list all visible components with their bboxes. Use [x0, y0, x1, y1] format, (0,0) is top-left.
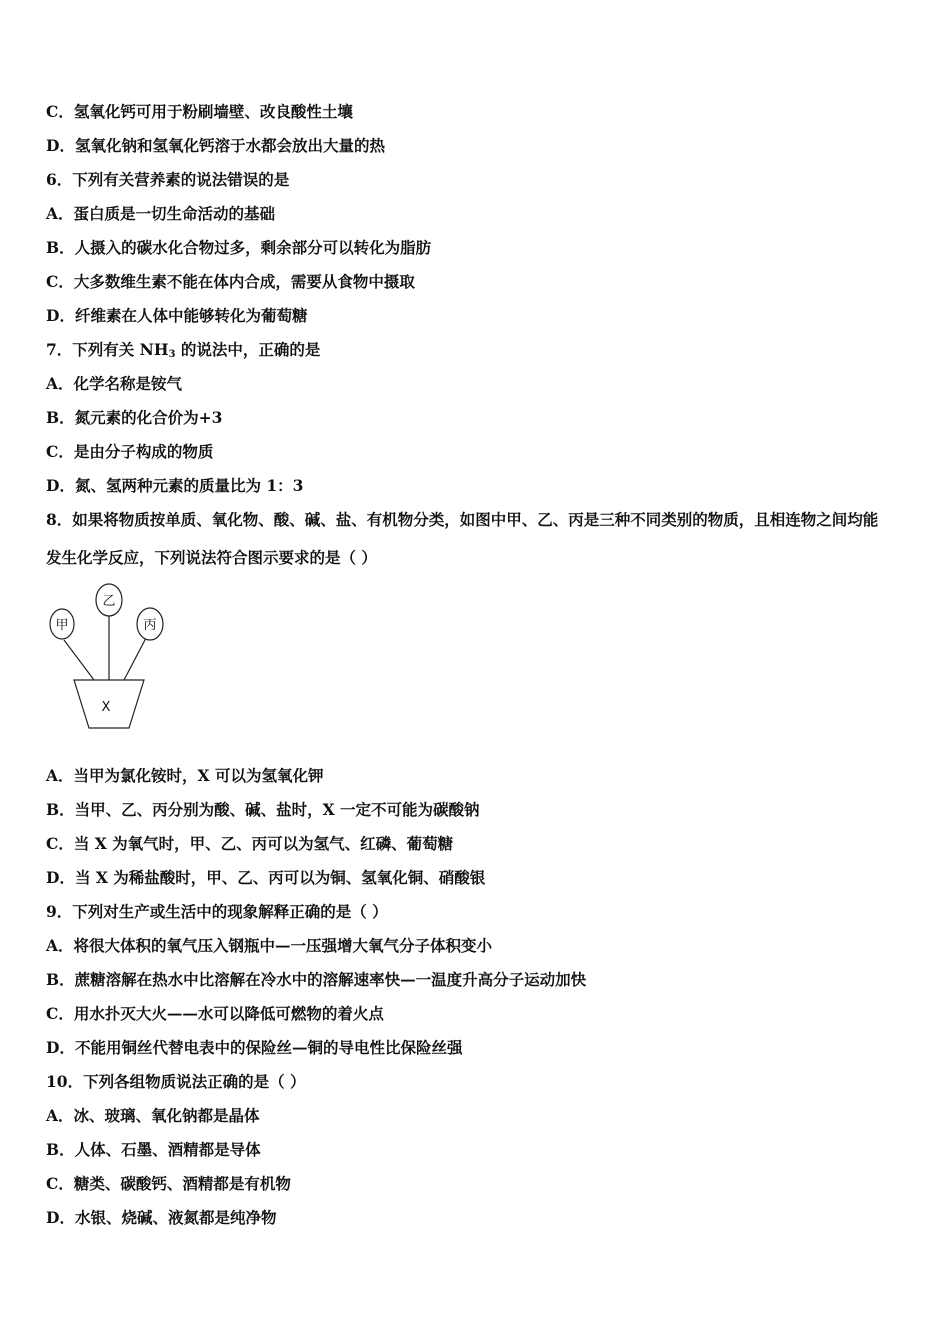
q10-option-b: B．人体、石墨、酒精都是导体: [46, 1140, 261, 1159]
q7-text-pre: 7．下列有关 NH: [46, 340, 169, 359]
q5-option-d: D．氢氧化钠和氢氧化钙溶于水都会放出大量的热: [46, 136, 385, 155]
q8-option-c: C．当 X 为氧气时，甲、乙、丙可以为氢气、红磷、葡萄糖: [46, 834, 454, 853]
q8-option-a: A．当甲为氯化铵时，X 可以为氢氧化钾: [46, 766, 324, 785]
label-yi: 乙: [102, 594, 116, 609]
q9-option-c: C．用水扑灭大火——水可以降低可燃物的着火点: [46, 1004, 384, 1023]
question-8-line2: 发生化学反应，下列说法符合图示要求的是（ ）: [46, 548, 377, 567]
question-6: 6．下列有关营养素的说法错误的是: [46, 170, 290, 189]
flower-pot-diagram: [44, 580, 174, 740]
q8-option-d: D．当 X 为稀盐酸时，甲、乙、丙可以为铜、氢氧化铜、硝酸银: [46, 868, 486, 887]
stem-bing: [124, 638, 146, 680]
q6-option-a: A．蛋白质是一切生命活动的基础: [46, 204, 276, 223]
label-jia: 甲: [55, 618, 69, 633]
q5-option-c: C．氢氧化钙可用于粉刷墙壁、改良酸性土壤: [46, 102, 353, 121]
q9-option-b: B．蔗糖溶解在热水中比溶解在冷水中的溶解速率快—一温度升高分子运动加快: [46, 970, 587, 989]
q7-subscript: 3: [168, 349, 176, 360]
q7-option-d: D．氮、氢两种元素的质量比为 1：3: [46, 476, 304, 495]
question-8-line1: 8．如果将物质按单质、氧化物、酸、碱、盐、有机物分类，如图中甲、乙、丙是三种不同类别的物质，且相连物之间均能: [46, 510, 879, 529]
label-bing: 丙: [143, 618, 157, 633]
q7-option-b: B．氮元素的化合价为+3: [46, 408, 223, 427]
q7-option-a: A．化学名称是铵气: [46, 374, 183, 393]
question-10: 10．下列各组物质说法正确的是（ ）: [46, 1072, 306, 1091]
q9-option-d: D．不能用铜丝代替电表中的保险丝—铜的导电性比保险丝强: [46, 1038, 463, 1057]
q7-text-post: 的说法中，正确的是: [175, 340, 321, 359]
q10-option-a: A．冰、玻璃、氧化钠都是晶体: [46, 1106, 260, 1125]
q10-option-c: C．糖类、碳酸钙、酒精都是有机物: [46, 1174, 291, 1193]
q9-option-a: A．将很大体积的氧气压入钢瓶中—一压强增大氧气分子体积变小: [46, 936, 493, 955]
q8-option-b: B．当甲、乙、丙分别为酸、碱、盐时，X 一定不可能为碳酸钠: [46, 800, 480, 819]
question-7: [46, 340, 320, 365]
q6-option-b: B．人摄入的碳水化合物过多，剩余部分可以转化为脂肪: [46, 238, 432, 257]
label-x: X: [101, 700, 111, 715]
q7-option-c: C．是由分子构成的物质: [46, 442, 214, 461]
q6-option-c: C．大多数维生素不能在体内合成，需要从食物中摄取: [46, 272, 415, 291]
stem-jia: [64, 640, 94, 680]
question-9: 9．下列对生产或生活中的现象解释正确的是（ ）: [46, 902, 388, 921]
q6-option-d: D．纤维素在人体中能够转化为葡萄糖: [46, 306, 308, 325]
q10-option-d: D．水银、烧碱、液氮都是纯净物: [46, 1208, 277, 1227]
